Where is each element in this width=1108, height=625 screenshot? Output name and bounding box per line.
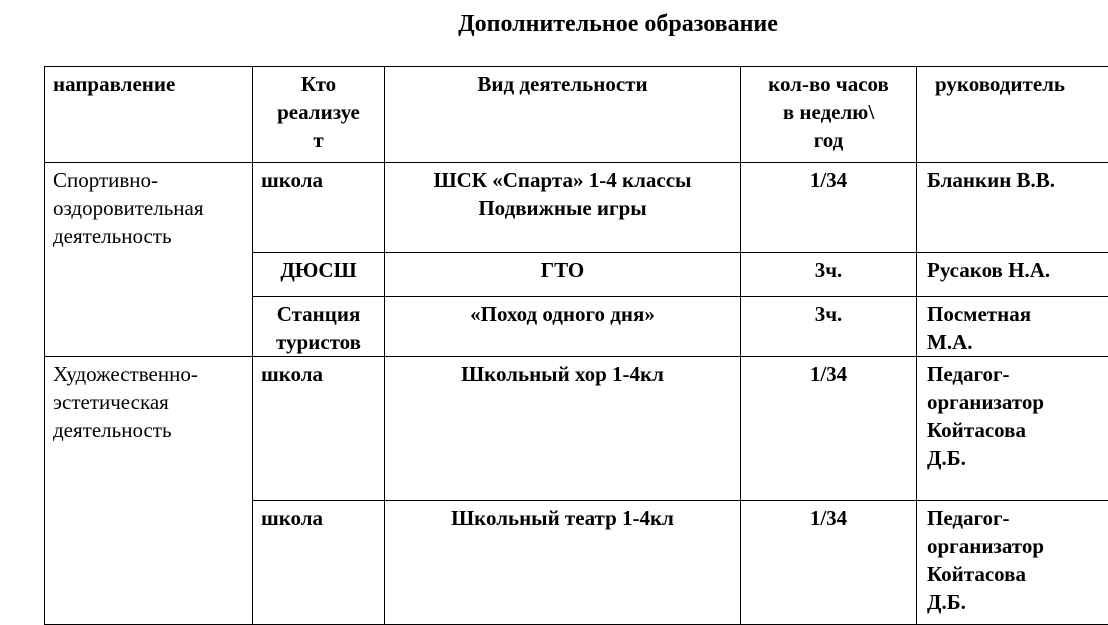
header-hours: кол-во часов в неделю\ год <box>741 67 917 163</box>
page-title: Дополнительное образование <box>0 8 1108 40</box>
education-table <box>44 66 1108 625</box>
cell-direction: Спортивно- оздоровительная деятельность <box>45 163 253 357</box>
table-row <box>45 163 1108 253</box>
cell-leader: Русаков Н.А. <box>917 253 1108 297</box>
header-leader: руководитель <box>917 67 1108 163</box>
cell-hours: 1/34 <box>741 501 917 625</box>
table-header-row <box>45 67 1108 163</box>
cell-who: ДЮСШ <box>253 253 385 297</box>
cell-leader: Педагог- организатор Койтасова Д.Б. <box>917 357 1108 501</box>
cell-activity: «Поход одного дня» <box>385 297 741 357</box>
cell-leader: Бланкин В.В. <box>917 163 1108 253</box>
cell-hours: 1/34 <box>741 163 917 253</box>
header-activity: Вид деятельности <box>385 67 741 163</box>
cell-direction: Художественно- эстетическая деятельность <box>45 357 253 625</box>
cell-who: школа <box>253 501 385 625</box>
header-who: Кто реализуе т <box>253 67 385 163</box>
cell-activity: Школьный театр 1-4кл <box>385 501 741 625</box>
header-direction: направление <box>45 67 253 163</box>
cell-who: Станция туристов <box>253 297 385 357</box>
cell-activity: ГТО <box>385 253 741 297</box>
cell-hours: 1/34 <box>741 357 917 501</box>
cell-who: школа <box>253 357 385 501</box>
table-row <box>45 357 1108 501</box>
cell-activity: ШСК «Спарта» 1-4 классы Подвижные игры <box>385 163 741 253</box>
cell-leader: Посметная М.А. <box>917 297 1108 357</box>
cell-activity: Школьный хор 1-4кл <box>385 357 741 501</box>
cell-hours: 3ч. <box>741 297 917 357</box>
cell-leader: Педагог- организатор Койтасова Д.Б. <box>917 501 1108 625</box>
cell-hours: 3ч. <box>741 253 917 297</box>
cell-who: школа <box>253 163 385 253</box>
